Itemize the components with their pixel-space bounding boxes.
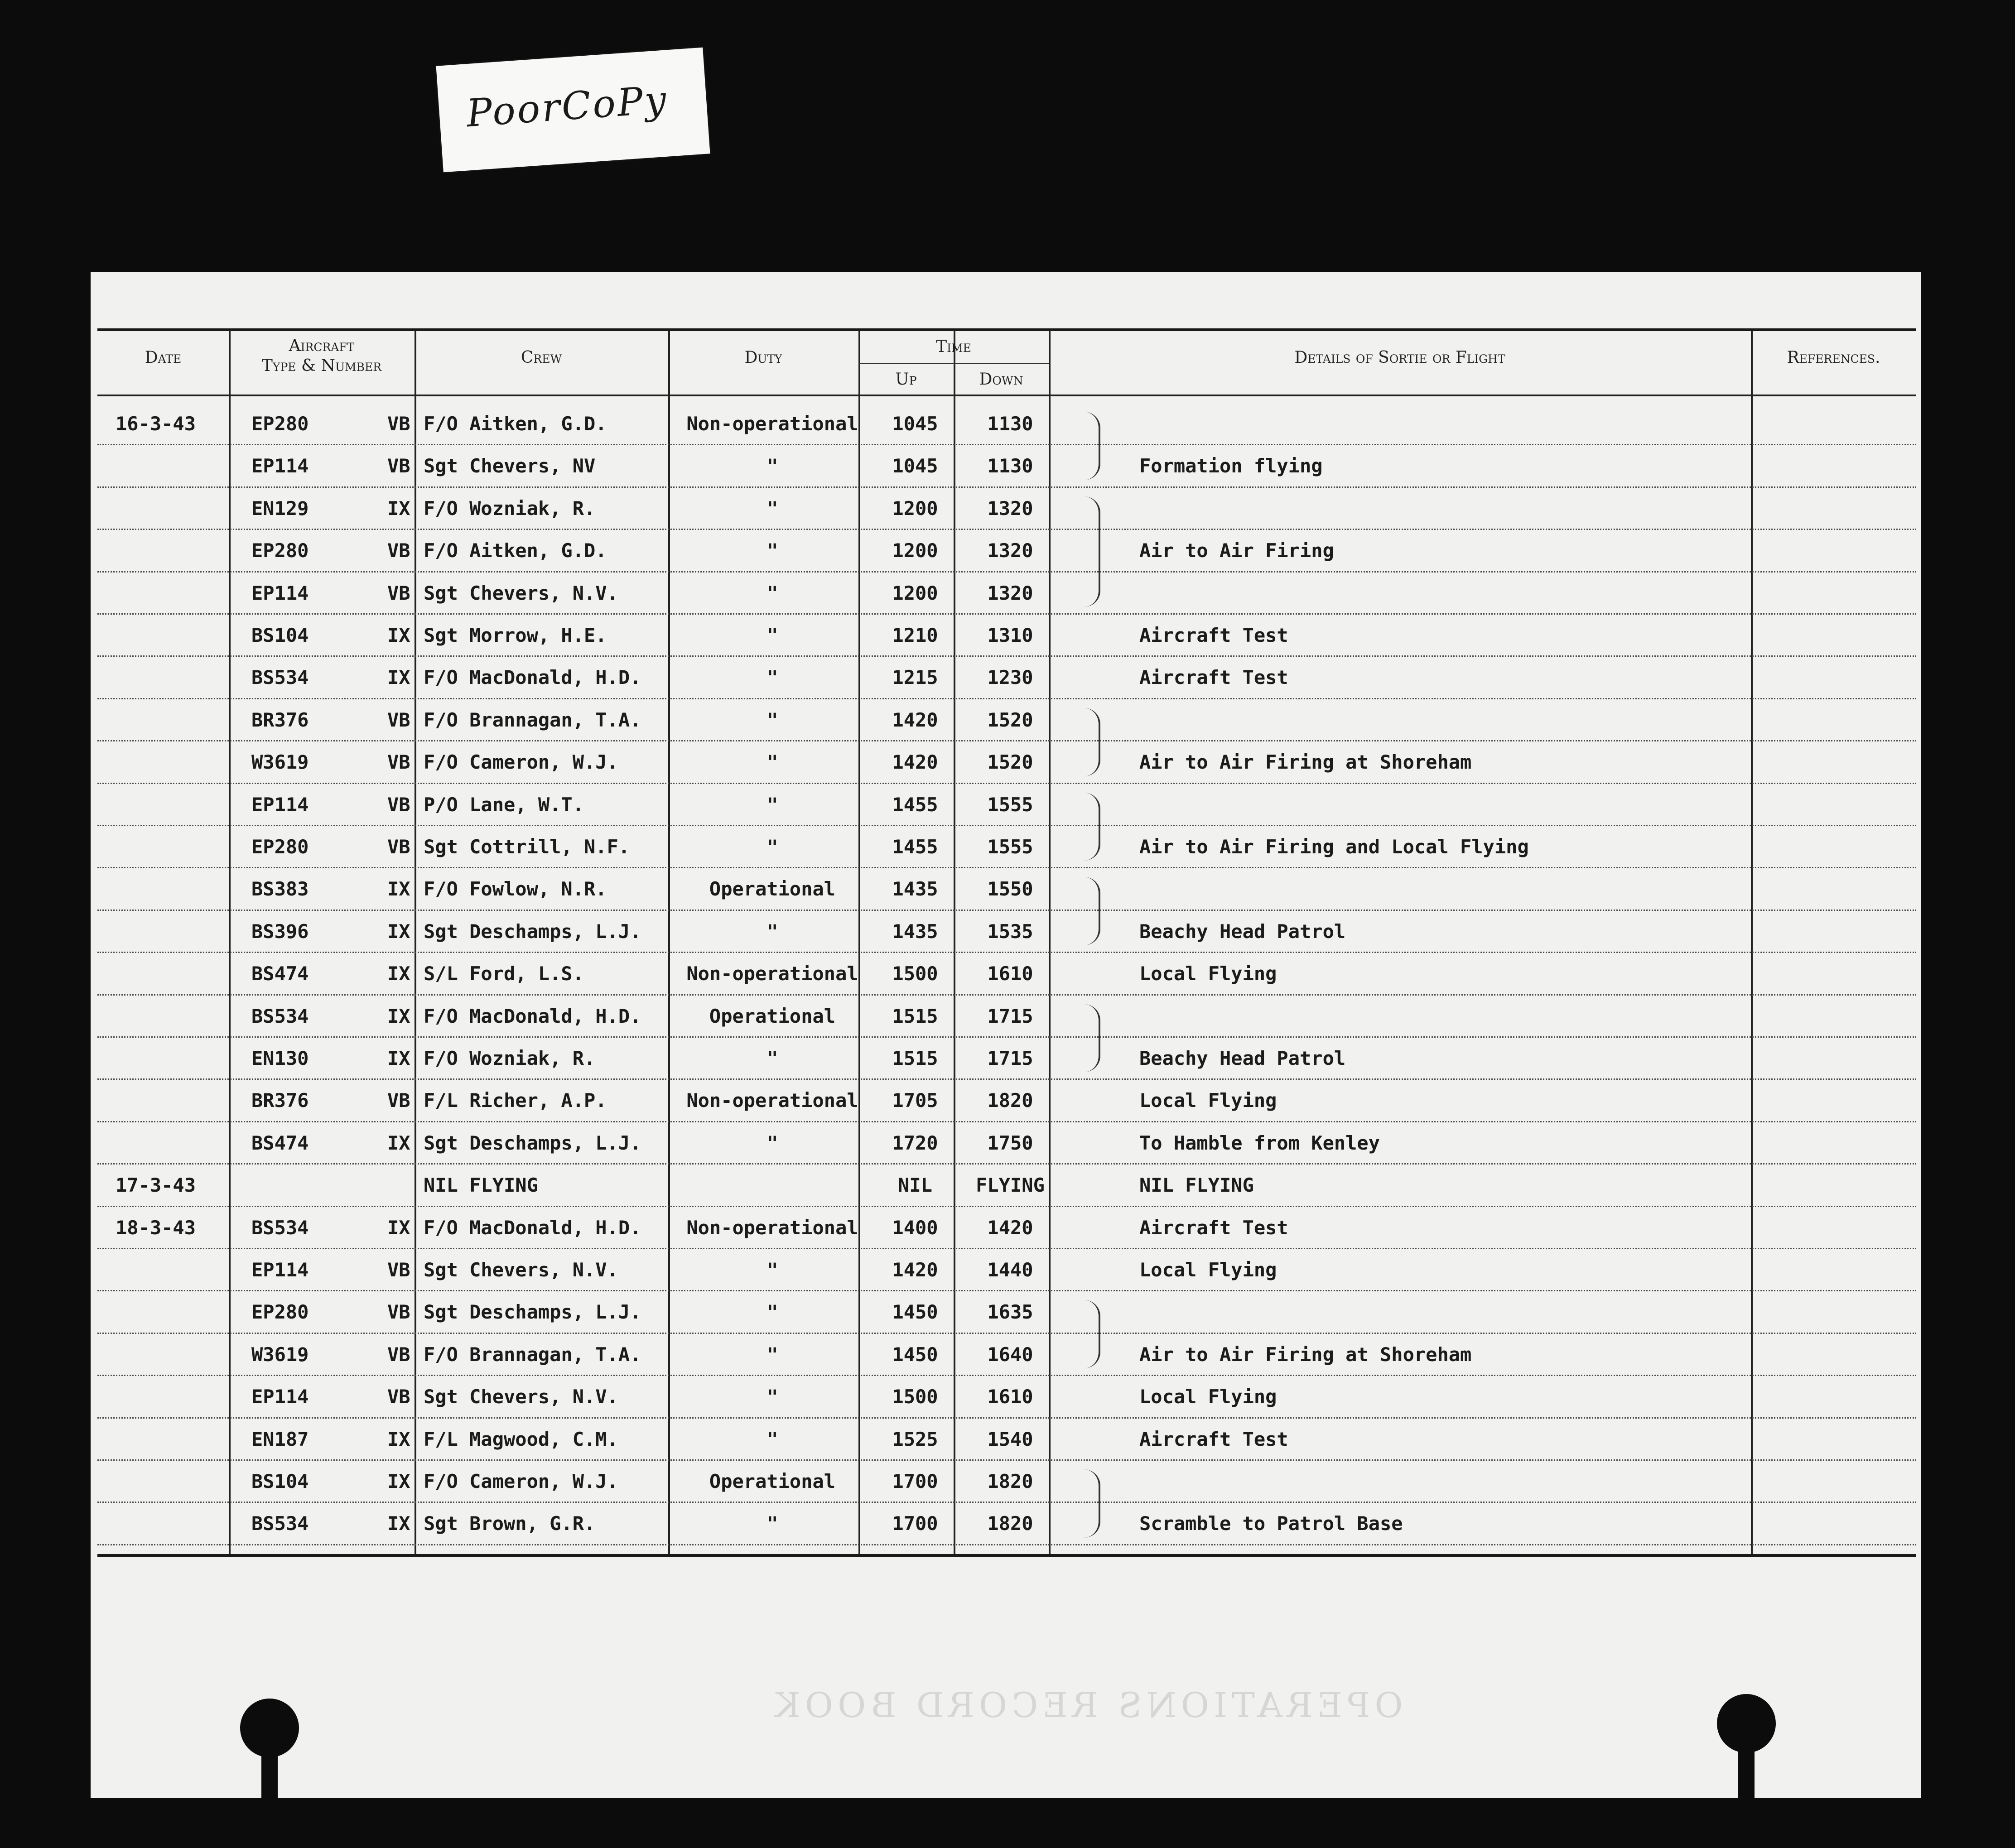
cell-crew: Sgt Cottrill, N.F. (424, 836, 630, 858)
cell-type: EN130 (251, 1047, 309, 1069)
row-rule (97, 1375, 1916, 1376)
cell-crew: F/O Brannagan, T.A. (424, 1343, 641, 1366)
cell-type: EP280 (251, 836, 309, 858)
cell-type: EP114 (251, 1386, 309, 1408)
cell-duty: " (766, 1047, 778, 1069)
cell-mark: VB (387, 1343, 410, 1366)
cell-crew: F/O MacDonald, H.D. (424, 1005, 641, 1027)
cell-mark: VB (387, 582, 410, 604)
cell-mark: VB (387, 413, 410, 435)
row-rule (97, 1121, 1916, 1122)
cell-down: 1640 (987, 1343, 1033, 1366)
cell-mark: IX (387, 666, 410, 689)
row-rule (97, 783, 1916, 784)
cell-crew: NIL FLYING (424, 1174, 538, 1197)
cell-up: 1700 (892, 1470, 938, 1492)
cell-type: BS104 (251, 1470, 309, 1492)
cell-mark: IX (387, 497, 410, 520)
cell-down: 1610 (987, 1386, 1033, 1408)
cell-up: 1210 (892, 624, 938, 646)
row-rule (97, 1290, 1916, 1291)
binder-slot (1738, 1744, 1755, 1798)
cell-type: EP280 (251, 413, 309, 435)
header-details: Details of Sortie or Flight (1294, 348, 1505, 367)
cell-crew: F/O Wozniak, R. (424, 497, 596, 520)
header-aircraft: Aircraft (289, 337, 355, 355)
cell-up: NIL (898, 1174, 932, 1197)
row-rule (97, 910, 1916, 911)
cell-duty: Operational (709, 1005, 836, 1027)
row-rule (97, 698, 1916, 699)
cell-type: BS474 (251, 962, 309, 985)
cell-up: 1435 (892, 920, 938, 943)
row-rule (97, 1248, 1916, 1249)
cell-down: 1535 (987, 920, 1033, 943)
row-rule (97, 1333, 1916, 1334)
cell-up: 1045 (892, 413, 938, 435)
cell-crew: F/O Aitken, G.D. (424, 539, 607, 562)
cell-duty: " (766, 455, 778, 477)
row-rule (97, 655, 1916, 657)
cell-detail: Air to Air Firing at Shoreham (1139, 1343, 1472, 1366)
cell-mark: IX (387, 1005, 410, 1027)
cell-type: BS534 (251, 1216, 309, 1239)
cell-up: 1200 (892, 582, 938, 604)
cell-up: 1200 (892, 539, 938, 562)
cell-mark: VB (387, 708, 410, 731)
operations-record-book-stamp: OPERATIONS RECORD BOOK (770, 1685, 1403, 1725)
row-rule (97, 1459, 1916, 1461)
cell-up: 1200 (892, 497, 938, 520)
cell-duty: Operational (709, 1470, 836, 1492)
cell-duty: " (766, 1301, 778, 1323)
group-brace (1080, 793, 1100, 861)
cell-up: 1720 (892, 1131, 938, 1154)
cell-up: 1705 (892, 1089, 938, 1112)
cell-mark: IX (387, 1512, 410, 1535)
cell-crew: F/O Wozniak, R. (424, 1047, 596, 1069)
operations-table (97, 328, 1916, 1557)
group-brace (1080, 412, 1100, 480)
cell-crew: Sgt Chevers, N.V. (424, 1386, 618, 1408)
cell-duty: " (766, 539, 778, 562)
row-rule (97, 1078, 1916, 1080)
row-rule (97, 1544, 1916, 1545)
cell-mark: IX (387, 1428, 410, 1450)
cell-detail: Formation flying (1139, 455, 1323, 477)
row-rule (97, 740, 1916, 741)
cell-detail: Scramble to Patrol Base (1139, 1512, 1403, 1535)
cell-crew: S/L Ford, L.S. (424, 962, 584, 985)
cell-duty: " (766, 1131, 778, 1154)
cell-type: BS534 (251, 1512, 309, 1535)
cell-crew: F/O Brannagan, T.A. (424, 708, 641, 731)
col-divider (415, 331, 416, 1554)
cell-crew: F/O Aitken, G.D. (424, 413, 607, 435)
cell-crew: Sgt Deschamps, L.J. (424, 920, 641, 943)
header-down: Down (979, 370, 1023, 389)
cell-up: 1500 (892, 962, 938, 985)
col-divider (1751, 331, 1753, 1554)
cell-down: 1635 (987, 1301, 1033, 1323)
cell-mark: VB (387, 455, 410, 477)
cell-duty: " (766, 836, 778, 858)
cell-detail: Aircraft Test (1139, 1216, 1288, 1239)
cell-down: 1540 (987, 1428, 1033, 1450)
row-rule (97, 571, 1916, 573)
cell-type: EP114 (251, 793, 309, 816)
cell-mark: IX (387, 1131, 410, 1154)
cell-type: EP114 (251, 1259, 309, 1281)
cell-up: 1420 (892, 708, 938, 731)
row-rule (97, 1163, 1916, 1165)
cell-mark: VB (387, 1386, 410, 1408)
header-up: Up (895, 370, 917, 389)
row-rule (97, 1502, 1916, 1503)
row-rule (97, 867, 1916, 868)
cell-type: BS104 (251, 624, 309, 646)
cell-detail: Local Flying (1139, 1089, 1277, 1112)
cell-up: 1515 (892, 1047, 938, 1069)
row-rule (97, 1206, 1916, 1207)
row-rule (97, 529, 1916, 530)
header-rule (97, 395, 1916, 396)
row-rule (97, 994, 1916, 996)
cell-duty: " (766, 751, 778, 774)
cell-date: 18-3-43 (116, 1216, 196, 1239)
header-type-number: Type & Number (261, 356, 382, 375)
cell-crew: F/O Cameron, W.J. (424, 751, 618, 774)
cell-detail: NIL FLYING (1139, 1174, 1254, 1197)
cell-mark: IX (387, 1470, 410, 1492)
cell-type: W3619 (251, 751, 309, 774)
cell-crew: Sgt Deschamps, L.J. (424, 1131, 641, 1154)
cell-down: 1820 (987, 1512, 1033, 1535)
cell-up: 1400 (892, 1216, 938, 1239)
cell-duty: Non-operational (686, 413, 858, 435)
cell-type: BS396 (251, 920, 309, 943)
group-brace (1080, 708, 1100, 776)
cell-crew: Sgt Deschamps, L.J. (424, 1301, 641, 1323)
cell-up: 1435 (892, 878, 938, 900)
cell-type: BS474 (251, 1131, 309, 1154)
cell-down: FLYING (976, 1174, 1045, 1197)
cell-duty: " (766, 666, 778, 689)
cell-up: 1455 (892, 793, 938, 816)
cell-detail: Local Flying (1139, 1386, 1277, 1408)
header-references: References. (1787, 348, 1880, 367)
cell-type: BS534 (251, 1005, 309, 1027)
cell-down: 1230 (987, 666, 1033, 689)
group-brace (1080, 1300, 1100, 1368)
row-rule (97, 952, 1916, 953)
cell-detail: Air to Air Firing and Local Flying (1139, 836, 1529, 858)
group-brace (1080, 877, 1100, 945)
row-rule (97, 1036, 1916, 1038)
cell-detail: Local Flying (1139, 1259, 1277, 1281)
cell-down: 1550 (987, 878, 1033, 900)
cell-duty: Operational (709, 878, 836, 900)
cell-date: 16-3-43 (116, 413, 196, 435)
cell-down: 1320 (987, 497, 1033, 520)
cell-duty: " (766, 793, 778, 816)
cell-down: 1820 (987, 1470, 1033, 1492)
row-rule (97, 1417, 1916, 1419)
header-date: Date (145, 348, 182, 367)
cell-crew: Sgt Chevers, NV (424, 455, 596, 477)
cell-crew: Sgt Chevers, N.V. (424, 582, 618, 604)
group-brace (1080, 1469, 1100, 1538)
cell-down: 1750 (987, 1131, 1033, 1154)
cell-duty: Non-operational (686, 1089, 858, 1112)
cell-crew: Sgt Brown, G.R. (424, 1512, 596, 1535)
cell-duty: " (766, 920, 778, 943)
cell-down: 1130 (987, 413, 1033, 435)
cell-duty: " (766, 624, 778, 646)
cell-duty: " (766, 1428, 778, 1450)
cell-date: 17-3-43 (116, 1174, 196, 1197)
header-time: Time (936, 337, 971, 356)
cell-mark: IX (387, 1216, 410, 1239)
col-divider (668, 331, 670, 1554)
cell-duty: " (766, 497, 778, 520)
cell-duty: " (766, 1386, 778, 1408)
record-sheet (91, 272, 1921, 1798)
cell-detail: Aircraft Test (1139, 1428, 1288, 1450)
cell-detail: Local Flying (1139, 962, 1277, 985)
cell-duty: " (766, 582, 778, 604)
cell-down: 1820 (987, 1089, 1033, 1112)
cell-down: 1520 (987, 708, 1033, 731)
cell-down: 1320 (987, 539, 1033, 562)
cell-mark: IX (387, 624, 410, 646)
cell-mark: VB (387, 1259, 410, 1281)
cell-up: 1525 (892, 1428, 938, 1450)
cell-type: EP280 (251, 539, 309, 562)
cell-up: 1700 (892, 1512, 938, 1535)
cell-duty: " (766, 1343, 778, 1366)
cell-type: EP280 (251, 1301, 309, 1323)
cell-detail: Beachy Head Patrol (1139, 920, 1346, 943)
col-divider (229, 331, 231, 1554)
cell-down: 1130 (987, 455, 1033, 477)
cell-crew: F/L Richer, A.P. (424, 1089, 607, 1112)
cell-up: 1215 (892, 666, 938, 689)
cell-mark: VB (387, 1089, 410, 1112)
cell-down: 1610 (987, 962, 1033, 985)
cell-mark: VB (387, 793, 410, 816)
time-header-rule (858, 363, 1049, 364)
cell-mark: IX (387, 962, 410, 985)
cell-duty: Non-operational (686, 962, 858, 985)
cell-type: EP114 (251, 582, 309, 604)
cell-type: EN187 (251, 1428, 309, 1450)
cell-down: 1555 (987, 836, 1033, 858)
cell-detail: Beachy Head Patrol (1139, 1047, 1346, 1069)
cell-type: W3619 (251, 1343, 309, 1366)
cell-duty: Non-operational (686, 1216, 858, 1239)
cell-down: 1420 (987, 1216, 1033, 1239)
cell-crew: F/O MacDonald, H.D. (424, 666, 641, 689)
cell-duty: " (766, 1512, 778, 1535)
cell-up: 1500 (892, 1386, 938, 1408)
cell-up: 1420 (892, 751, 938, 774)
cell-type: BR376 (251, 1089, 309, 1112)
cell-mark: IX (387, 920, 410, 943)
row-rule (97, 444, 1916, 445)
cell-type: BR376 (251, 708, 309, 731)
binder-slot (261, 1748, 278, 1798)
cell-mark: VB (387, 751, 410, 774)
cell-up: 1450 (892, 1343, 938, 1366)
cell-mark: IX (387, 1047, 410, 1069)
cell-down: 1555 (987, 793, 1033, 816)
cell-detail: To Hamble from Kenley (1139, 1131, 1380, 1154)
cell-up: 1420 (892, 1259, 938, 1281)
cell-duty: " (766, 708, 778, 731)
cell-type: EP114 (251, 455, 309, 477)
cell-crew: P/O Lane, W.T. (424, 793, 584, 816)
cell-mark: VB (387, 539, 410, 562)
cell-type: EN129 (251, 497, 309, 520)
cell-duty: " (766, 1259, 778, 1281)
cell-up: 1515 (892, 1005, 938, 1027)
cell-down: 1440 (987, 1259, 1033, 1281)
cell-type: BS383 (251, 878, 309, 900)
header-crew: Crew (521, 348, 562, 367)
cell-crew: F/O Cameron, W.J. (424, 1470, 618, 1492)
cell-detail: Aircraft Test (1139, 666, 1288, 689)
cell-down: 1715 (987, 1005, 1033, 1027)
cell-down: 1310 (987, 624, 1033, 646)
cell-crew: F/O MacDonald, H.D. (424, 1216, 641, 1239)
header-duty: Duty (744, 348, 782, 367)
cell-up: 1045 (892, 455, 938, 477)
cell-detail: Air to Air Firing (1139, 539, 1334, 562)
cell-crew: Sgt Chevers, N.V. (424, 1259, 618, 1281)
cell-crew: F/O Fowlow, N.R. (424, 878, 607, 900)
cell-mark: IX (387, 878, 410, 900)
row-rule (97, 613, 1916, 615)
cell-detail: Air to Air Firing at Shoreham (1139, 751, 1472, 774)
cell-down: 1320 (987, 582, 1033, 604)
cell-mark: VB (387, 836, 410, 858)
cell-mark: VB (387, 1301, 410, 1323)
row-rule (97, 825, 1916, 826)
cell-crew: F/L Magwood, C.M. (424, 1428, 618, 1450)
cell-type: BS534 (251, 666, 309, 689)
cell-down: 1715 (987, 1047, 1033, 1069)
cell-down: 1520 (987, 751, 1033, 774)
group-brace (1080, 496, 1100, 607)
cell-detail: Aircraft Test (1139, 624, 1288, 646)
cell-up: 1450 (892, 1301, 938, 1323)
group-brace (1080, 1004, 1100, 1073)
poor-copy-note (436, 48, 710, 173)
cell-crew: Sgt Morrow, H.E. (424, 624, 607, 646)
cell-up: 1455 (892, 836, 938, 858)
note-label: PoorCoPy (465, 77, 670, 136)
row-rule (97, 486, 1916, 488)
